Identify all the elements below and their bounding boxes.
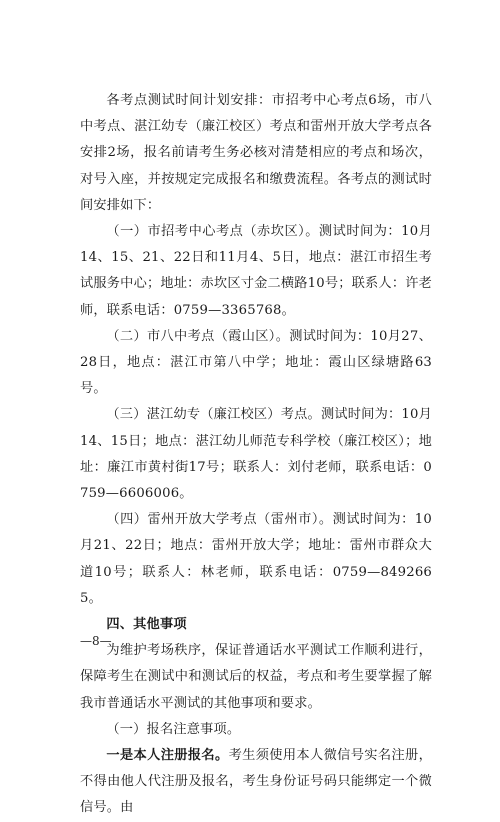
rule-lead: 一是本人注册报名。 xyxy=(106,748,229,764)
section-paragraph: 为维护考场秩序，保证普通话水平测试工作顺利进行，保障考生在测试中和测试后的权益，考点和考生要掌握了解我市普通话水平测试的其他事项和要求。 xyxy=(80,643,432,711)
rule-paragraph xyxy=(80,743,432,822)
venue-1-paragraph: （一）市招考中心考点（赤坎区）。测试时间为：10月14、15、21、22日和11月4、5日，地点：湛江市招生考试服务中心；地址：赤坎区寸金二横路10号；联系人：许老师，联系电话：0759—3365768。 xyxy=(80,224,432,318)
page-number: —8— xyxy=(80,634,112,648)
section-heading: 四、其他事项 xyxy=(106,617,187,633)
schedule-intro-paragraph: 各考点测试时间计划安排：市招考中心考点6场，市八中考点、湛江幼专（廉江校区）考点和雷州开放大学考点各安排2场，报名前请考生务必核对清楚相应的考点和场次，对号入座，并按规定完成报名和缴费流程。各考点的测试时间安排如下： xyxy=(80,93,432,213)
venue-3-paragraph: （三）湛江幼专（廉江校区）考点。测试时间为：10月14、15日；地点：湛江幼儿师范专科学校（廉江校区）；地址：廉江市黄村街17号；联系人：刘付老师，联系电话：0759—6606006。 xyxy=(80,407,432,502)
body-text xyxy=(80,88,432,822)
venue-4-paragraph: （四）雷州开放大学考点（雷州市）。测试时间为：10月21、22日；地点：雷州开放大学；地址：雷州市群众大道10号；联系人：林老师，联系电话：0759—8492665。 xyxy=(80,512,432,606)
subsection-heading: （一）报名注意事项。 xyxy=(106,721,241,737)
venue-2-paragraph: （二）市八中考点（霞山区）。测试时间为：10月27、28日，地点：湛江市第八中学；地址：霞山区绿塘路63号。 xyxy=(80,328,432,397)
rule-text: 考生须使用本人微信号实名注册，不得由他人代注册及报名，考生身份证号码只能绑定一个微信号。由 xyxy=(80,748,432,816)
